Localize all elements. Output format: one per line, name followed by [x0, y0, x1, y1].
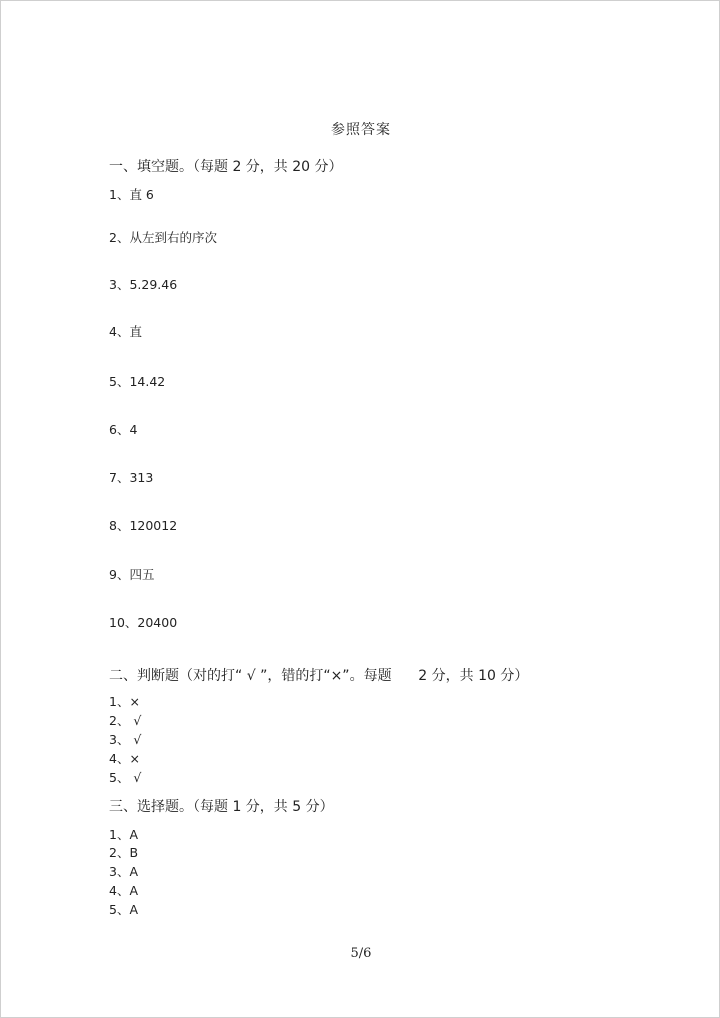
section-2-answer-1: 1、× [109, 694, 140, 709]
section-1-answer-9: 9、四五 [109, 567, 155, 582]
section-1-answer-5: 5、14.42 [109, 374, 166, 389]
section-1-answer-6: 6、4 [109, 422, 138, 437]
section-1-answer-1: 1、直 6 [109, 187, 154, 202]
section-3-answer-5: 5、A [109, 902, 139, 917]
section-3-answer-2: 2、B [109, 845, 139, 860]
section-3-answer-3: 3、A [109, 864, 139, 879]
section-2-answer-2: 2、 √ [109, 713, 142, 728]
page-number: 5/6 [350, 946, 372, 961]
section-1-answer-3: 3、5.29.46 [109, 277, 178, 292]
section-2-answer-5: 5、 √ [109, 770, 142, 785]
section-2-answer-3: 3、 √ [109, 732, 142, 747]
page-title: 参照答案 [331, 122, 391, 138]
section-3-answer-1: 1、A [109, 827, 139, 842]
section-1-answer-8: 8、120012 [109, 518, 178, 533]
section-1-answer-10: 10、20400 [109, 615, 178, 630]
section-3-heading: 三、选择题。（每题 1 分，共 5 分） [109, 799, 334, 815]
section-1-answer-4: 4、直 [109, 324, 142, 339]
section-1-heading: 一、填空题。（每题 2 分，共 20 分） [109, 159, 343, 175]
section-2-answer-4: 4、× [109, 751, 140, 766]
section-1-answer-2: 2、从左到右的序次 [109, 230, 217, 245]
section-3-answer-4: 4、A [109, 883, 139, 898]
section-2-heading: 二、判断题（对的打“ √ ”，错的打“×”。每题 2 分，共 10 分） [109, 668, 529, 684]
section-1-answer-7: 7、313 [109, 470, 154, 485]
